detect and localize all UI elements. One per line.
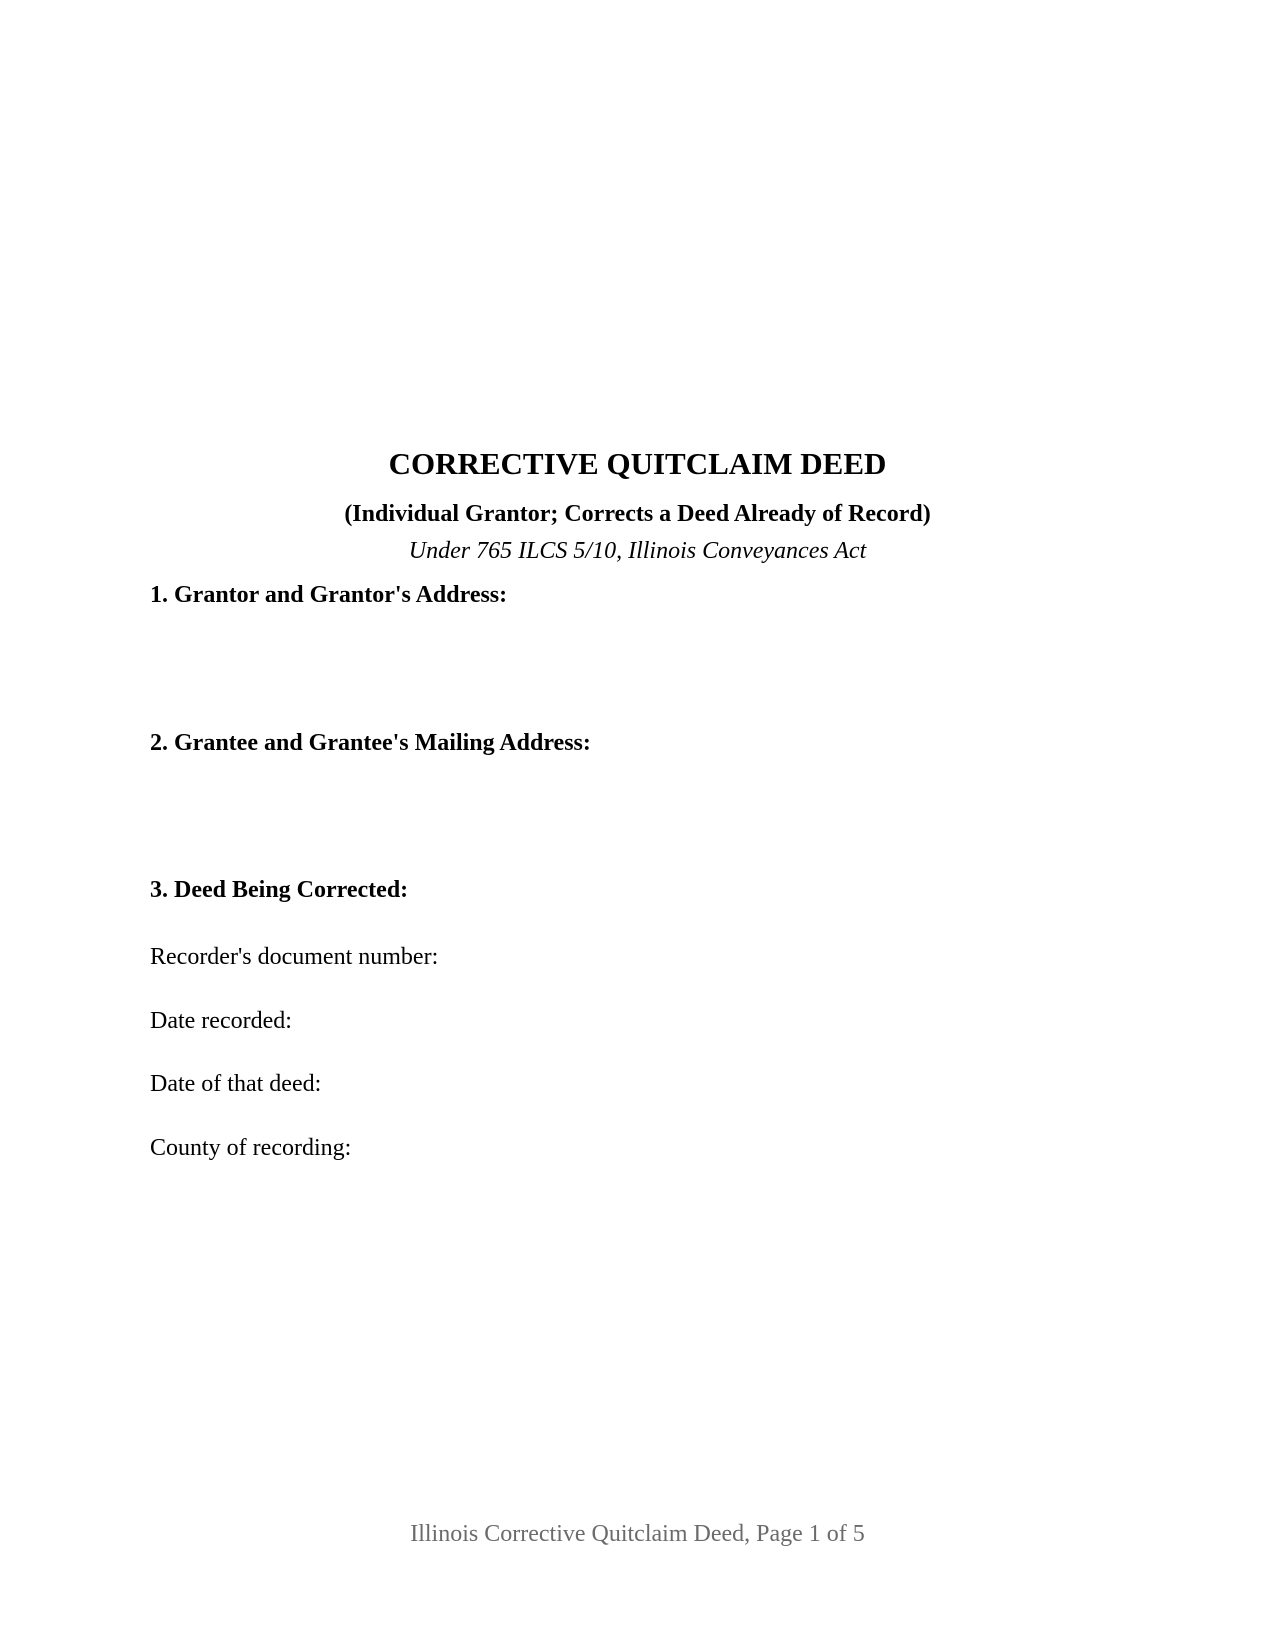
document-number-label: Recorder's document number: [150,944,439,970]
page-footer: Illinois Corrective Quitclaim Deed, Page 1 of 5 [410,1521,865,1547]
date-of-deed-label: Date of that deed: [150,1071,322,1097]
statutory-authority: Under 765 ILCS 5/10, Illinois Conveyances Act [408,538,867,564]
document-subtitle: (Individual Grantor; Corrects a Deed Already of Record) [344,501,931,527]
document-title: CORRECTIVE QUITCLAIM DEED [388,446,887,481]
deed-corrected-section-heading: 3. Deed Being Corrected: [150,877,409,903]
date-recorded-label: Date recorded: [150,1008,292,1034]
grantee-section-heading: 2. Grantee and Grantee's Mailing Address: [150,730,591,756]
grantor-section-heading: 1. Grantor and Grantor's Address: [150,582,508,608]
county-of-recording-label: County of recording: [150,1135,352,1161]
